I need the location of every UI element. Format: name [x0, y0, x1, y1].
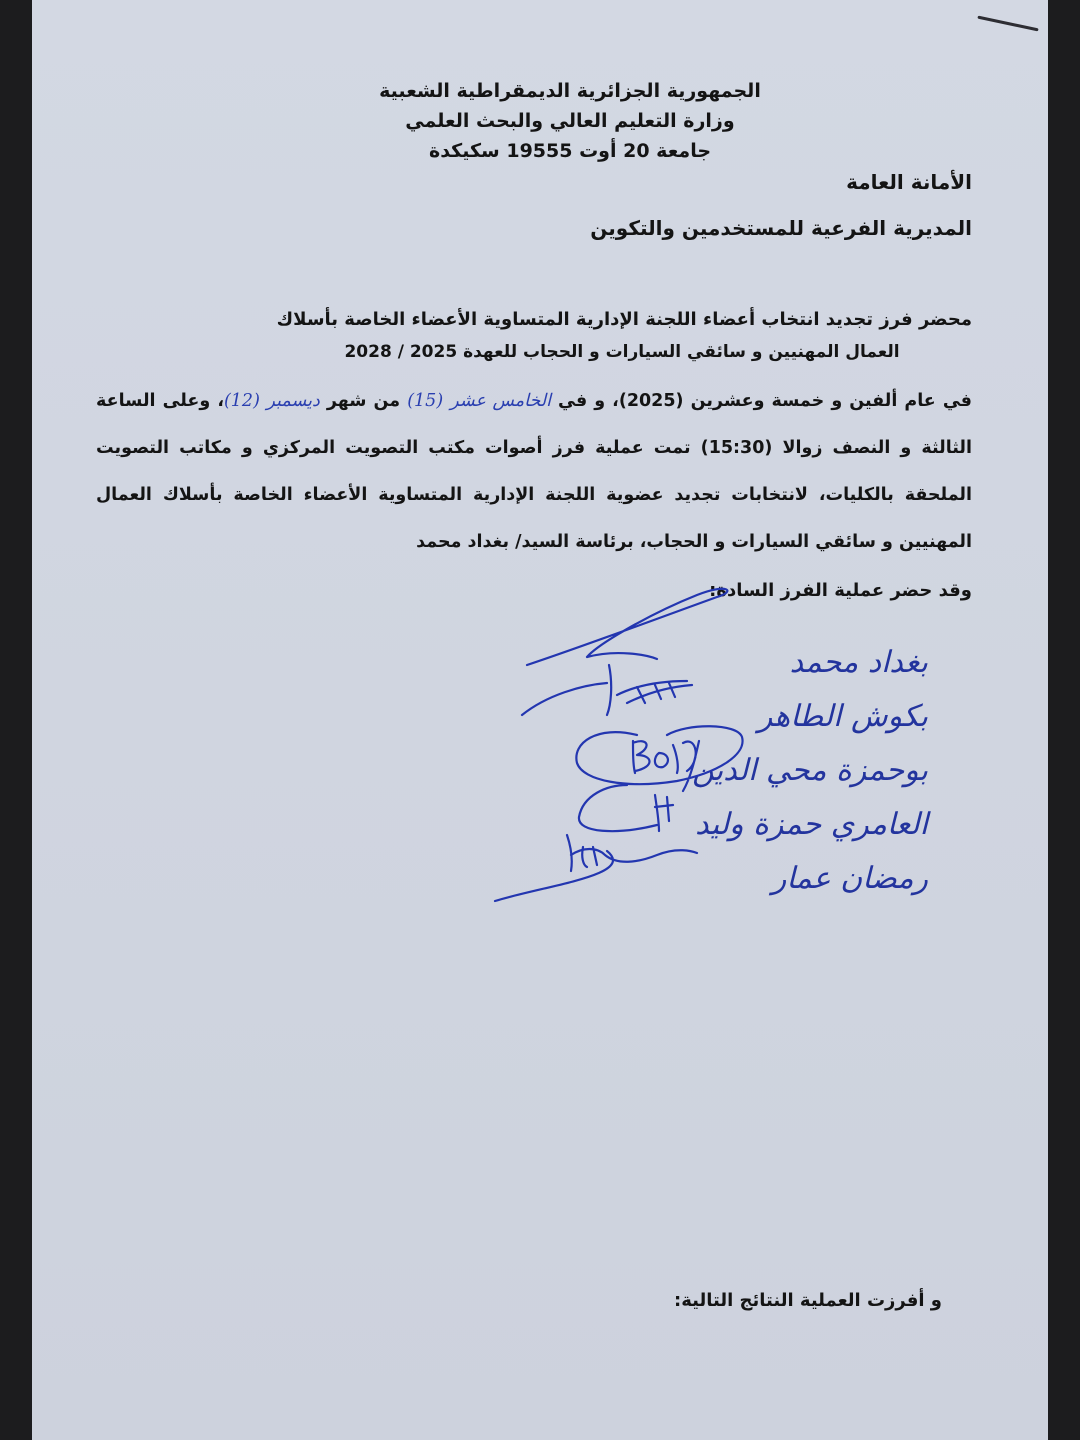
- pen-stroke-mark: [977, 16, 1038, 32]
- sub-directorate: المديرية الفرعية للمستخدمين والتكوين: [590, 216, 972, 240]
- signature-4: [579, 785, 673, 831]
- attendee-name: بغداد محمد: [789, 645, 928, 680]
- attendee-name: بكوش الطاهر: [757, 699, 928, 734]
- signatures: [487, 585, 767, 915]
- title-line-1: محضر فرز تجديد انتخاب أعضاء اللجنة الإدارية المتساوية الأعضاء الخاصة بأسلاك: [276, 309, 972, 330]
- header-republic: الجمهورية الجزائرية الديمقراطية الشعبية: [379, 80, 761, 102]
- title-line-2: العمال المهنيين و سائقي السيارات و الحجاب للعهدة 2025 / 2028: [344, 342, 900, 362]
- handwritten-day: الخامس عشر: [450, 391, 551, 411]
- body-text-mid: من شهر: [326, 391, 401, 411]
- signature-2: [522, 665, 692, 715]
- general-secretariat: الأمانة العامة: [846, 170, 972, 194]
- signature-3: [576, 726, 742, 791]
- body-text-start: في عام ألفين و خمسة وعشرين (2025)، و في: [558, 391, 972, 411]
- signature-5: [495, 835, 697, 901]
- handwritten-day-number: (15): [407, 391, 444, 411]
- header-university: جامعة 20 أوت 19555 سكيكدة: [428, 140, 712, 162]
- results-label: و أفرزت العملية النتائج التالية:: [674, 1290, 942, 1311]
- handwritten-month: ديسمبر (12): [223, 391, 320, 411]
- signature-1: [527, 589, 727, 665]
- attendee-name: رمضان عمار: [771, 861, 928, 896]
- header-ministry: وزارة التعليم العالي والبحث العلمي: [405, 110, 735, 132]
- attendee-name: العامري حمزة وليد: [695, 807, 928, 842]
- document-page: [32, 0, 1048, 1440]
- attendee-name: بوحمزة محي الدين: [692, 753, 928, 788]
- body-paragraph: [96, 378, 972, 566]
- attendance-label: وقد حضر عملية الفرز السادة:: [709, 580, 972, 601]
- document-title: [112, 304, 972, 368]
- body-text-rest: ، وعلى الساعة الثالثة و النصف زوالا (15:30) تمت عملية فرز أصوات مكتب التصويت المركزي و مكاتب التصويت الملحقة بالكليات، لانتخابات تجديد عضوية اللجنة الإدارية المتساوية الأعضاء الخاصة بأسلاك العمال المهنيين و سائقي السيارات و الحجاب، برئاسة السيد/ بغداد محمد: [96, 391, 972, 552]
- document-header: [32, 76, 1048, 166]
